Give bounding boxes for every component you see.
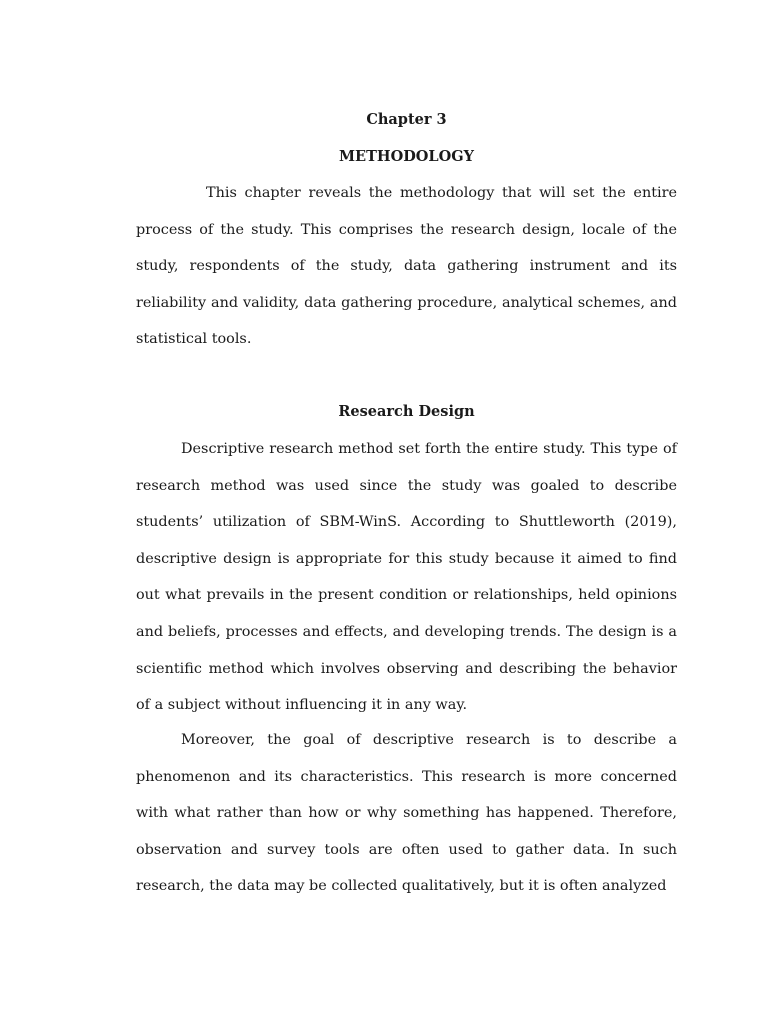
body-paragraph-2: Moreover, the goal of descriptive research is to describe a phenomenon and its characteristics. This research is more concerned with what rather than how or why something has happened. Therefore, observation and survey tools are often used to gather data. In such research, the data may be collected qualitatively, but it is often analyzed [136, 732, 677, 895]
chapter-label: Chapter 3 [366, 111, 447, 128]
section-heading: Research Design [338, 403, 475, 420]
intro-paragraph: This chapter reveals the methodology that will set the entire process of the study. This comprises the research design, locale of the study, respondents of the study, data gathering instrument and its reliability and validity, data gathering procedure, analytical schemes, and statistical tools. [136, 185, 677, 348]
body-paragraph-1: Descriptive research method set forth the entire study. This type of research method was used since the study was goaled to describe students’ utilization of SBM-WinS. According to Shuttleworth (2019), descriptive design is appropriate for this study because it aimed to find out what prevails in the present condition or relationships, held opinions and beliefs, processes and effects, and developing trends. The design is a scientific method which involves observing and describing the behavior of a subject without influencing it in any way. [136, 441, 677, 714]
chapter-title: METHODOLOGY [339, 148, 474, 165]
